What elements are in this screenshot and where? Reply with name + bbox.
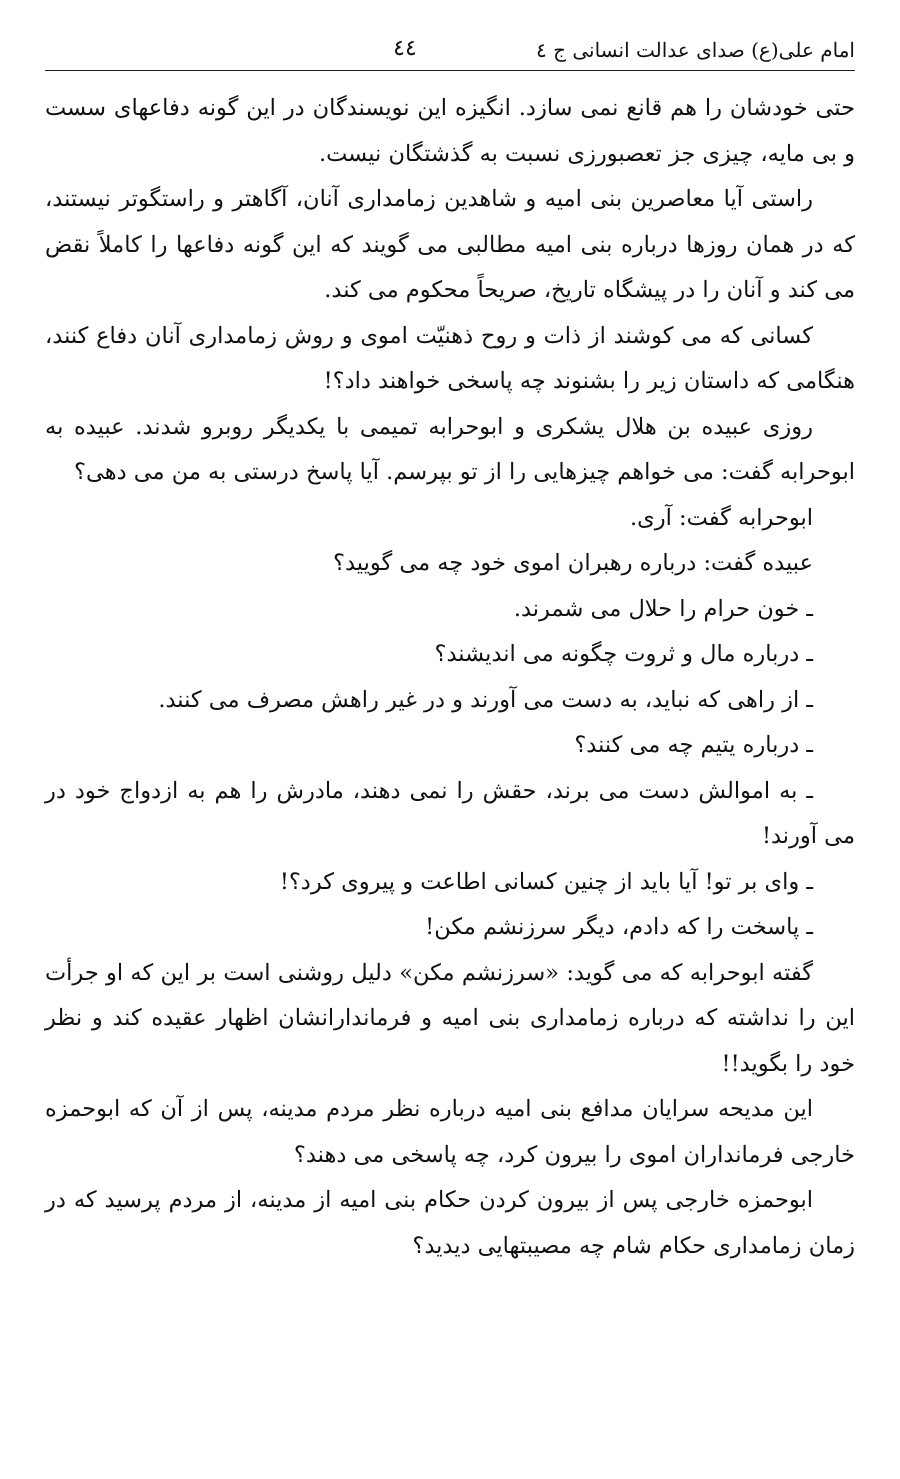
paragraph: گفته ابوحرابه که می گوید: «سرزنشم مکن» دلیل روشنی است بر این که او جرأت این را نداشته که درباره زمامداری بنی امیه و فرماندارانشان اظهار عقیده کند و نظر خود را بگوید!! [45,959,855,1077]
page-header [45,30,855,71]
dialog-line: عبیده گفت: درباره رهبران اموی خود چه می گویید؟ [333,550,813,576]
dialog-line: ـ پاسخت را که دادم، دیگر سرزنشم مکن! [425,914,813,940]
dialog-line: ـ خون حرام را حلال می شمرند. [513,595,813,622]
running-title: امام علی(ع) صدای عدالت انسانی ج ٤ [535,38,855,62]
paragraph: ابوحمزه خارجی پس از بیرون کردن حکام بنی امیه از مدینه، از مردم پرسید که در زمان زمامداری حکام شام چه مصیبتهایی دیدید؟ [45,1187,855,1259]
dialog-line: ـ به اموالش دست می برند، حقش را نمی دهند، مادرش را هم به ازدواج خود در می آورند! [45,777,855,849]
dialog-line: ـ وای بر تو! آیا باید از چنین کسانی اطاعت و پیروی کرد؟! [279,868,813,895]
page-number: ٤٤ [393,36,417,61]
paragraph: حتی خودشان را هم قانع نمی سازد. انگیزه این نویسندگان در این گونه دفاعهای سست و بی مایه، چیزی جز تعصبورزی نسبت به گذشتگان نیست. [45,95,855,167]
paragraph: کسانی که می کوشند از ذات و روح ذهنیّت اموی و روش زمامداری آنان دفاع کنند، هنگامی که داستان زیر را بشنوند چه پاسخی خواهند داد؟! [45,322,855,394]
dialog-line: ـ درباره یتیم چه می کنند؟ [574,732,813,758]
dialog-line: ـ از راهی که نباید، به دست می آورند و در غیر راهش مصرف می کنند. [158,686,813,713]
body-text [45,86,855,1269]
paragraph: این مدیحه سرایان مدافع بنی امیه درباره نظر مردم مدینه، پس از آن که ابوحمزه خارجی فرمانداران اموی را بیرون کرد، چه پاسخی می دهند؟ [45,1096,855,1168]
dialog-line: ـ درباره مال و ثروت چگونه می اندیشند؟ [434,641,813,667]
paragraph: راستی آیا معاصرین بنی امیه و شاهدین زمامداری آنان، آگاهتر و راستگوتر نیستند، که در همان روزها درباره بنی امیه مطالبی می گویند که این گونه دفاعها را کاملاً نقض می کند و آنان را در پیشگاه تاریخ، صریحاً محکوم می کند. [45,186,855,303]
dialog-line: ابوحرابه گفت: آری. [630,504,813,531]
paragraph: روزی عبیده بن هلال یشکری و ابوحرابه تمیمی با یکدیگر روبرو شدند. عبیده به ابوحرابه گفت: می خواهم چیزهایی را از تو بپرسم. آیا پاسخ درستی به من می دهی؟ [45,413,855,485]
